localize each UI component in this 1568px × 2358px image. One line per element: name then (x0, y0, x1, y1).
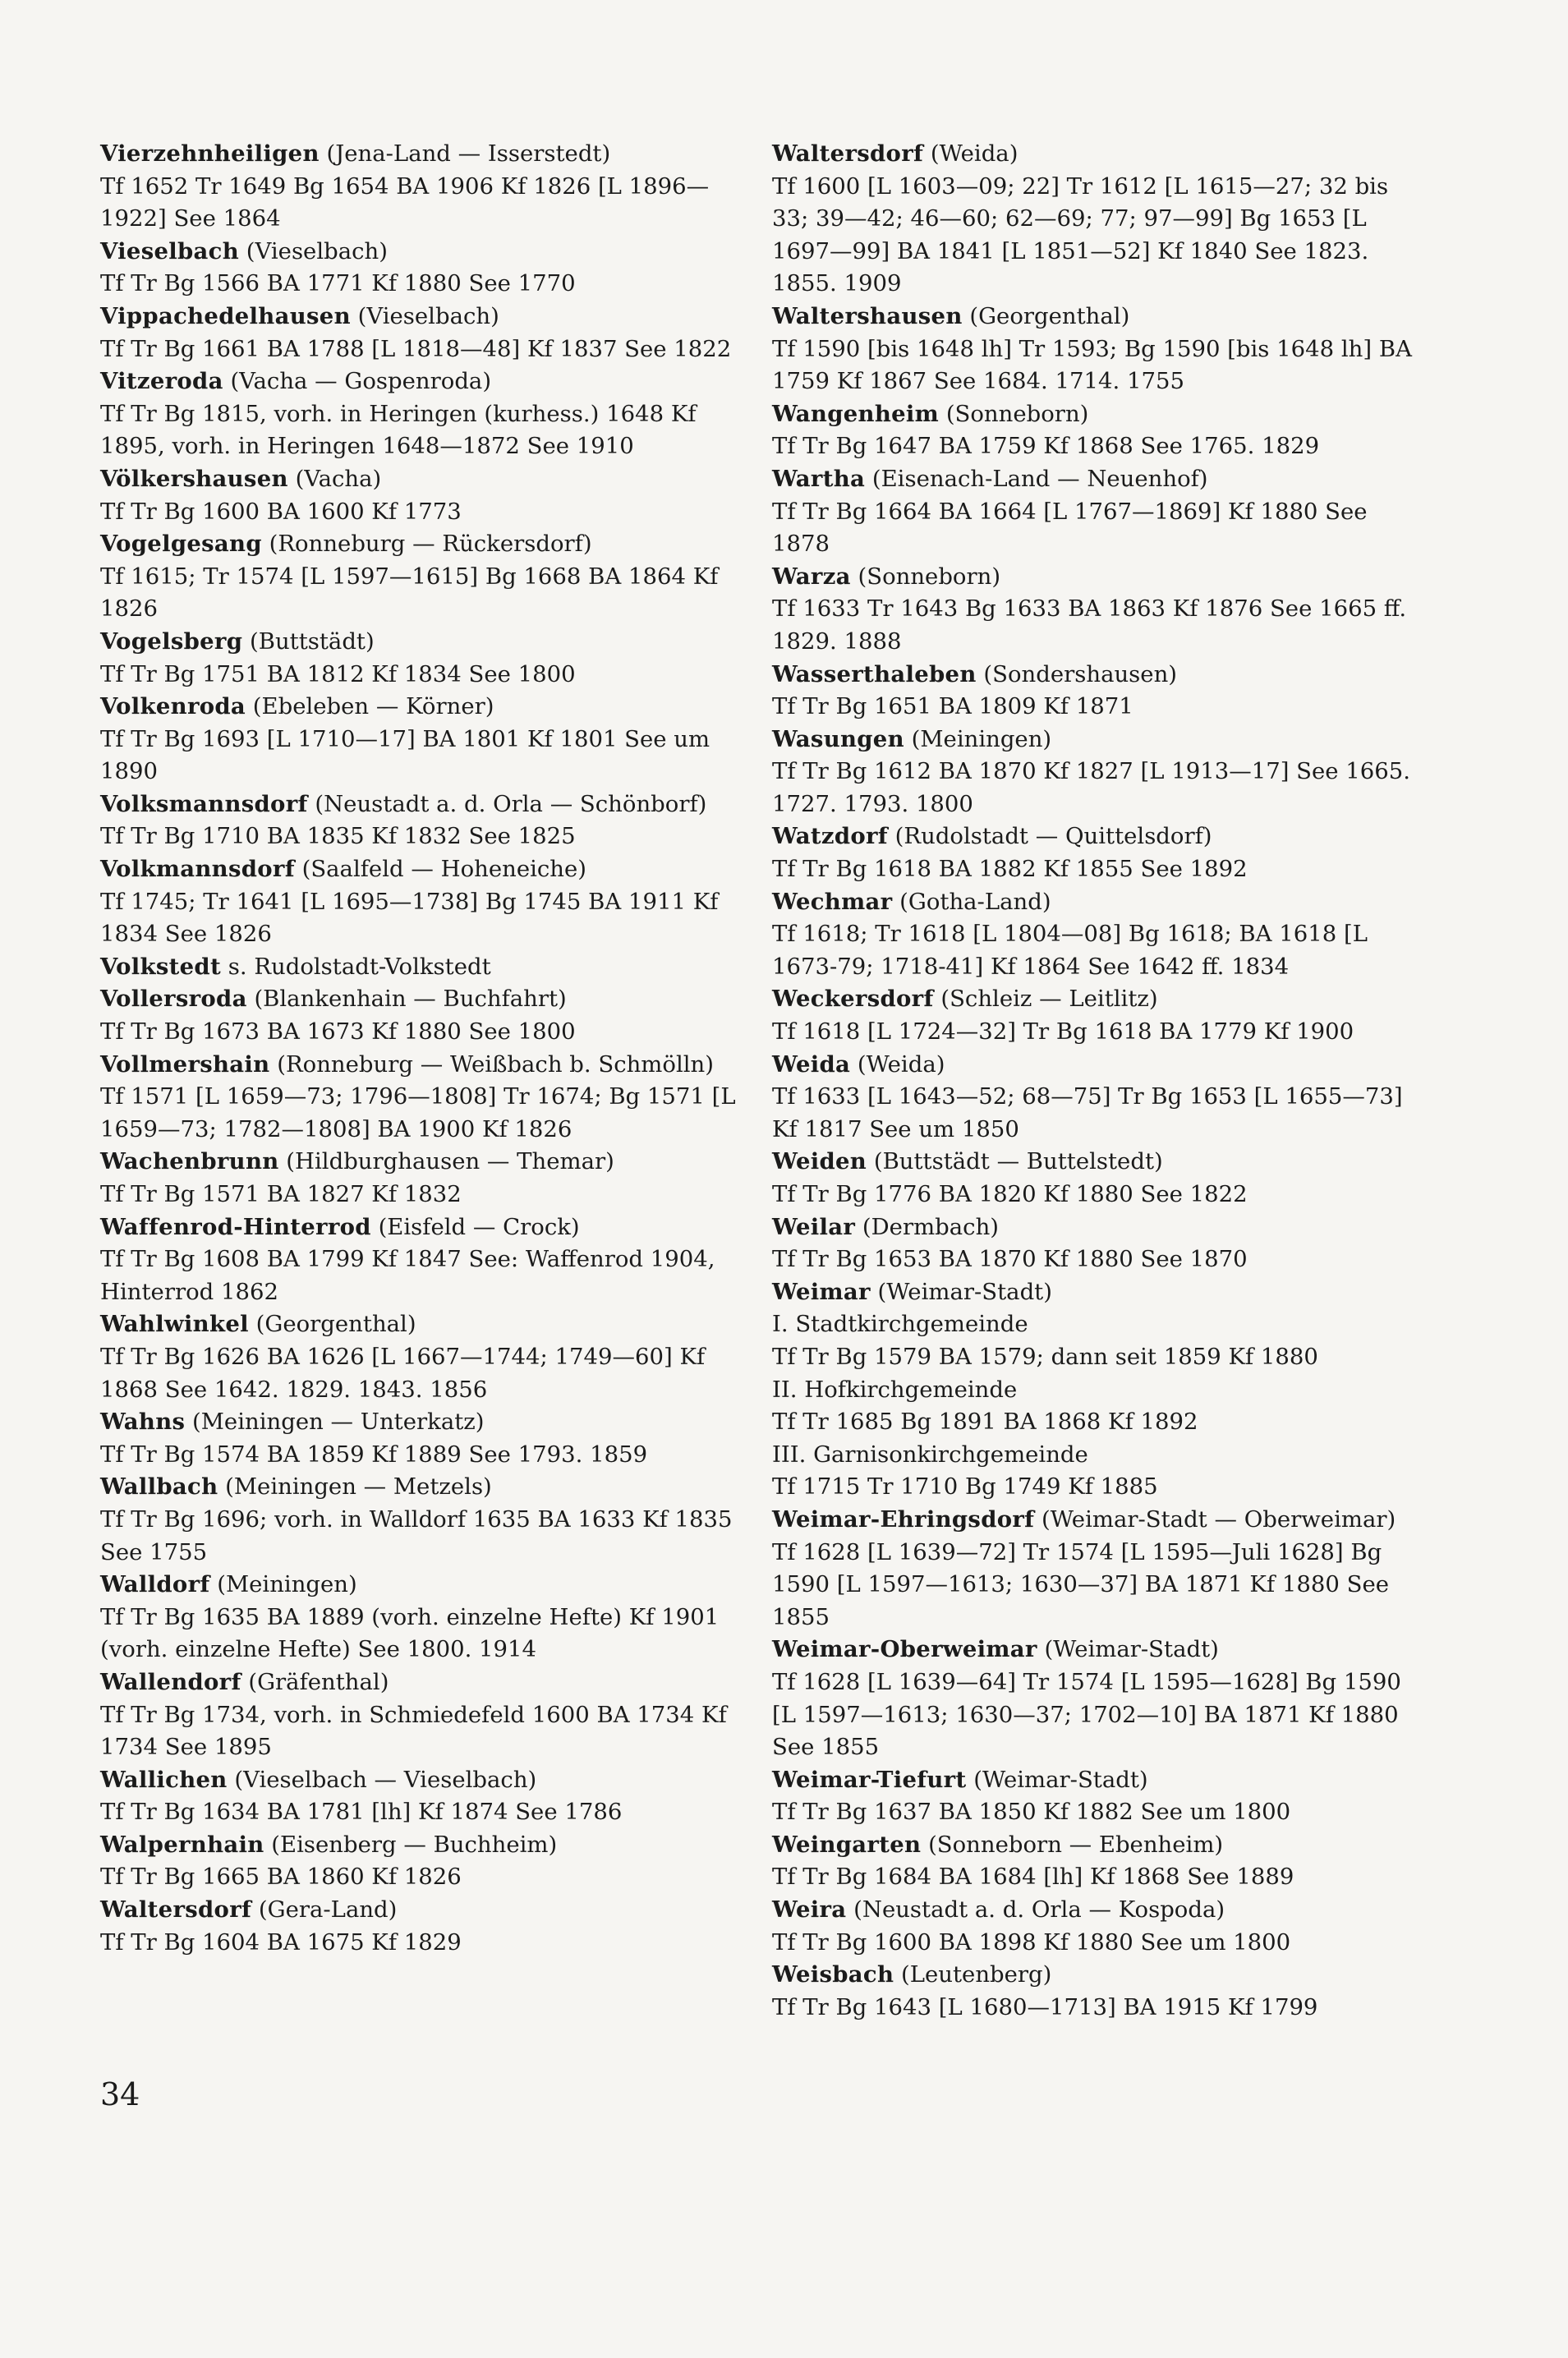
region: (Neustadt a. d. Orla — Kospoda) (853, 1896, 1225, 1924)
record-details: Tf 1652 Tr 1649 Bg 1654 BA 1906 Kf 1826 [L 1896—1922] See 1864 (100, 172, 710, 232)
entry-heading (100, 1829, 757, 1862)
entry-heading (772, 1764, 1429, 1797)
place-name: Wartha (772, 465, 866, 492)
entry-heading (772, 561, 1429, 594)
region: (Buttstädt) (250, 627, 375, 655)
region: (Schleiz — Leitlitz) (940, 986, 1158, 1013)
place-name: Walpernhain (100, 1831, 264, 1858)
entry (772, 1276, 1429, 1504)
entry (100, 1764, 757, 1829)
entry-heading (100, 626, 757, 659)
entry-heading (100, 1211, 757, 1244)
record-details: Tf 1618 [L 1724—32] Tr Bg 1618 BA 1779 Kf 1900 (772, 1018, 1354, 1046)
record-details: Tf 1571 [L 1659—73; 1796—1808] Tr 1674; Bg 1571 [L 1659—73; 1782—1808] BA 1900 Kf 1826 (100, 1083, 736, 1142)
region: (Ronneburg — Rückersdorf) (269, 531, 592, 558)
entry (100, 1829, 757, 1894)
place-name: Waffenrod-Hinterrod (100, 1213, 371, 1240)
entry (100, 528, 757, 626)
place-name: Wasserthaleben (772, 660, 977, 687)
entry-heading (772, 1276, 1429, 1309)
place-name: Vogelsberg (100, 627, 243, 655)
entry-heading (100, 788, 757, 821)
entry-heading (100, 1308, 757, 1341)
record-details: Tf 1590 [bis 1648 lh] Tr 1593; Bg 1590 [bis 1648 lh] BA 1759 Kf 1867 See 1684. 1714. 1755 (772, 335, 1412, 395)
entry-heading (100, 236, 757, 269)
region: (Ronneburg — Weißbach b. Schmölln) (277, 1050, 714, 1078)
place-name: Wachenbrunn (100, 1148, 279, 1175)
entry (100, 1308, 757, 1406)
region: (Sonneborn) (858, 563, 1001, 590)
place-name: Weiden (772, 1148, 867, 1175)
region: (Meiningen — Unterkatz) (192, 1409, 485, 1436)
entry-heading (772, 138, 1429, 171)
place-name: Weisbach (772, 1961, 894, 1988)
entry-heading (772, 724, 1429, 756)
entry (100, 1211, 757, 1309)
entry-heading (100, 983, 757, 1016)
region: (Sonneborn) (945, 400, 1089, 427)
entry (100, 1569, 757, 1666)
place-name: Weimar-Ehringsdorf (772, 1505, 1035, 1533)
entry-heading (100, 138, 757, 171)
entry (772, 1211, 1429, 1276)
entry (772, 1764, 1429, 1829)
record-details: Tf Tr Bg 1661 BA 1788 [L 1818—48] Kf 1837 See 1822 (100, 335, 732, 362)
entry-heading (100, 951, 757, 984)
record-details: Tf Tr Bg 1608 BA 1799 Kf 1847 See: Waffenrod 1904, Hinterrod 1862 (100, 1246, 715, 1305)
region: (Saalfeld — Hoheneiche) (301, 856, 587, 883)
region: (Ebeleben — Körner) (252, 693, 494, 720)
place-name: Wallendorf (100, 1668, 241, 1695)
region: (Sondershausen) (983, 660, 1178, 687)
entry (100, 365, 757, 463)
place-name: Vippachedelhausen (100, 302, 351, 329)
place-name: Weimar-Tiefurt (772, 1766, 967, 1793)
region: (Vacha — Gospenroda) (230, 368, 492, 395)
place-name: Vogelgesang (100, 531, 262, 558)
record-details: Tf Tr Bg 1815, vorh. in Heringen (kurhess.) 1648 Kf 1895, vorh. in Heringen 1648—1872 See 1910 (100, 400, 697, 460)
record-details: Tf Tr Bg 1653 BA 1870 Kf 1880 See 1870 (772, 1246, 1248, 1273)
entry (100, 138, 757, 236)
entry (772, 724, 1429, 821)
record-details: Tf Tr Bg 1574 BA 1859 Kf 1889 See 1793. 1859 (100, 1441, 648, 1468)
region: (Georgenthal) (969, 302, 1130, 329)
entry-heading (772, 1634, 1429, 1666)
entry-heading (100, 301, 757, 333)
record-details: Tf 1633 Tr 1643 Bg 1633 BA 1863 Kf 1876 See 1665 ff. 1829. 1888 (772, 595, 1407, 655)
record-details: Tf Tr Bg 1696; vorh. in Walldorf 1635 BA 1633 Kf 1835 See 1755 (100, 1505, 733, 1565)
region: (Gotha-Land) (899, 888, 1051, 915)
place-name: Wasungen (772, 725, 904, 752)
entry-heading (100, 1764, 757, 1797)
place-name: Volkenroda (100, 693, 246, 720)
entry (772, 398, 1429, 463)
entry-heading (772, 1894, 1429, 1927)
region: (Eisenberg — Buchheim) (271, 1831, 558, 1858)
region: (Vieselbach — Vieselbach) (234, 1766, 537, 1793)
entry (772, 1146, 1429, 1211)
region: (Weimar-Stadt) (973, 1766, 1148, 1793)
place-name: Weilar (772, 1213, 856, 1240)
place-name: Warza (772, 563, 851, 590)
place-name: Vitzeroda (100, 368, 223, 395)
entry-heading (100, 1049, 757, 1082)
record-details: Tf Tr Bg 1734, vorh. in Schmiedefeld 1600 BA 1734 Kf 1734 See 1895 (100, 1701, 727, 1761)
entry-heading (772, 1211, 1429, 1244)
entry (100, 1406, 757, 1471)
record-details: Tf 1628 [L 1639—64] Tr 1574 [L 1595—1628] Bg 1590 [L 1597—1613; 1630—37; 1702—10] BA 1871 Kf 1880 See 1855 (772, 1668, 1401, 1761)
region: (Weida) (857, 1050, 945, 1078)
entry-heading (772, 1146, 1429, 1179)
entry (100, 1666, 757, 1764)
entry (772, 1504, 1429, 1634)
entry-heading (100, 463, 757, 496)
entry-heading (772, 1049, 1429, 1082)
entry (100, 788, 757, 853)
place-name: Volksmannsdorf (100, 790, 308, 817)
place-name: Wallichen (100, 1766, 228, 1793)
record-details: Tf Tr Bg 1673 BA 1673 Kf 1880 See 1800 (100, 1018, 576, 1046)
place-name: Wahns (100, 1409, 186, 1436)
entry (772, 983, 1429, 1048)
entry-heading (100, 1569, 757, 1602)
region: (Georgenthal) (255, 1311, 416, 1338)
record-details: Tf 1615; Tr 1574 [L 1597—1615] Bg 1668 BA 1864 Kf 1826 (100, 563, 719, 623)
place-name: Vierzehnheiligen (100, 140, 320, 167)
entry-heading (100, 853, 757, 886)
record-details: Tf Tr Bg 1776 BA 1820 Kf 1880 See 1822 (772, 1181, 1248, 1207)
entry-heading (100, 528, 757, 561)
place-name: Völkershausen (100, 465, 288, 492)
entry-heading (772, 1829, 1429, 1862)
record-details: Tf Tr Bg 1600 BA 1600 Kf 1773 (100, 498, 462, 525)
region: (Vacha) (295, 465, 382, 492)
entry-heading (772, 983, 1429, 1016)
page-number: 34 (100, 2076, 140, 2112)
region: (Meiningen — Metzels) (225, 1473, 492, 1501)
record-details: Tf Tr Bg 1647 BA 1759 Kf 1868 See 1765. 1829 (772, 433, 1320, 460)
region: s. Rudolstadt-Volkstedt (228, 953, 491, 980)
record-details: Tf 1618; Tr 1618 [L 1804—08] Bg 1618; BA 1618 [L 1673-79; 1718-41] Kf 1864 See 1642 ff. 1834 (772, 921, 1368, 980)
region: (Eisfeld — Crock) (378, 1213, 580, 1240)
entry (772, 1894, 1429, 1959)
region: (Meiningen) (217, 1571, 357, 1598)
region: (Vieselbach) (357, 302, 499, 329)
place-name: Waltersdorf (772, 140, 924, 167)
left-column (100, 138, 757, 1959)
record-details: Tf Tr Bg 1643 [L 1680—1713] BA 1915 Kf 1799 (772, 1993, 1318, 2020)
entry (772, 1634, 1429, 1763)
record-details: Tf Tr Bg 1710 BA 1835 Kf 1832 See 1825 (100, 823, 576, 850)
region: (Hildburghausen — Themar) (286, 1148, 614, 1175)
region: (Blankenhain — Buchfahrt) (254, 986, 567, 1013)
place-name: Weimar-Oberweimar (772, 1636, 1037, 1663)
region: (Dermbach) (862, 1213, 1000, 1240)
record-details: Tf Tr Bg 1604 BA 1675 Kf 1829 (100, 1928, 462, 1956)
place-name: Wechmar (772, 888, 893, 915)
entry (772, 1829, 1429, 1894)
entry-heading (100, 1666, 757, 1699)
place-name: Weida (772, 1050, 851, 1078)
region: (Gera-Land) (258, 1896, 398, 1924)
record-details: Tf Tr Bg 1634 BA 1781 [lh] Kf 1874 See 1786 (100, 1799, 623, 1826)
record-details: Tf 1745; Tr 1641 [L 1695—1738] Bg 1745 BA 1911 Kf 1834 See 1826 (100, 888, 719, 948)
entry (100, 1146, 757, 1211)
entry-heading (772, 1959, 1429, 1992)
entry-heading (100, 365, 757, 398)
entry (100, 951, 757, 984)
record-details: Tf Tr Bg 1693 [L 1710—17] BA 1801 Kf 1801 See um 1890 (100, 725, 710, 785)
entry (772, 659, 1429, 724)
entry (100, 236, 757, 301)
entry (100, 301, 757, 365)
entry-heading (772, 820, 1429, 853)
place-name: Weimar (772, 1278, 871, 1305)
place-name: Wangenheim (772, 400, 940, 427)
region: (Weimar-Stadt) (877, 1278, 1052, 1305)
entry (772, 301, 1429, 398)
entry-heading (100, 1894, 757, 1927)
record-details: Tf Tr Bg 1626 BA 1626 [L 1667—1744; 1749—60] Kf 1868 See 1642. 1829. 1843. 1856 (100, 1343, 706, 1403)
region: (Weimar-Stadt) (1044, 1636, 1219, 1663)
entry (772, 886, 1429, 984)
region: (Meiningen) (911, 725, 1052, 752)
region: (Leutenberg) (901, 1961, 1052, 1988)
record-details: Tf Tr Bg 1571 BA 1827 Kf 1832 (100, 1181, 462, 1207)
place-name: Volkmannsdorf (100, 856, 295, 883)
record-details: Tf Tr Bg 1665 BA 1860 Kf 1826 (100, 1864, 462, 1891)
record-details: I. Stadtkirchgemeinde Tf Tr Bg 1579 BA 1579; dann seit 1859 Kf 1880 II. Hofkirchgemeinde Tf Tr 1685 Bg 1891 BA 1868 Kf 1892 III. Garnisonkirchgemeinde Tf 1715 Tr 1710 Bg 1749 Kf 1885 (772, 1311, 1318, 1501)
place-name: Waltershausen (772, 302, 963, 329)
record-details: Tf Tr Bg 1600 BA 1898 Kf 1880 See um 1800 (772, 1928, 1291, 1956)
record-details: Tf 1600 [L 1603—09; 22] Tr 1612 [L 1615—27; 32 bis 33; 39—42; 46—60; 62—69; 77; 97—99] Bg 1653 [L 1697—99] BA 1841 [L 1851—52] Kf 1840 See 1823. 1855. 1909 (772, 172, 1389, 297)
entry (100, 1049, 757, 1147)
place-name: Volkstedt (100, 953, 221, 980)
entry (772, 1959, 1429, 2024)
record-details: Tf Tr Bg 1684 BA 1684 [lh] Kf 1868 See 1889 (772, 1864, 1294, 1891)
place-name: Watzdorf (772, 823, 888, 850)
region: (Weida) (930, 140, 1019, 167)
entry (100, 1471, 757, 1569)
region: (Eisenach-Land — Neuenhof) (871, 465, 1208, 492)
record-details: Tf Tr Bg 1651 BA 1809 Kf 1871 (772, 693, 1133, 720)
region: (Vieselbach) (246, 237, 388, 264)
entry-heading (772, 301, 1429, 333)
entry (772, 138, 1429, 301)
record-details: Tf 1628 [L 1639—72] Tr 1574 [L 1595—Juli 1628] Bg 1590 [L 1597—1613; 1630—37] BA 1871 Kf 1880 See 1855 (772, 1538, 1389, 1630)
entry (772, 463, 1429, 561)
entry-heading (772, 398, 1429, 431)
entry (100, 691, 757, 788)
entry-heading (772, 1504, 1429, 1537)
region: (Neustadt a. d. Orla — Schönborf) (315, 790, 707, 817)
entry-heading (100, 691, 757, 724)
record-details: Tf 1633 [L 1643—52; 68—75] Tr Bg 1653 [L 1655—73] Kf 1817 See um 1850 (772, 1083, 1403, 1142)
region: (Sonneborn — Ebenheim) (928, 1831, 1224, 1858)
entry-heading (100, 1471, 757, 1504)
entry-heading (772, 659, 1429, 692)
right-column (772, 138, 1429, 2024)
entry (772, 820, 1429, 885)
record-details: Tf Tr Bg 1612 BA 1870 Kf 1827 [L 1913—17] See 1665. 1727. 1793. 1800 (772, 758, 1411, 817)
entry-heading (100, 1406, 757, 1439)
region: (Gräfenthal) (248, 1668, 389, 1695)
entry (100, 463, 757, 528)
place-name: Walldorf (100, 1571, 210, 1598)
record-details: Tf Tr Bg 1635 BA 1889 (vorh. einzelne Hefte) Kf 1901 (vorh. einzelne Hefte) See 1800. 1914 (100, 1603, 720, 1663)
place-name: Vollersroda (100, 986, 247, 1013)
entry (100, 626, 757, 691)
entry-heading (100, 1146, 757, 1179)
record-details: Tf Tr Bg 1618 BA 1882 Kf 1855 See 1892 (772, 856, 1248, 883)
entry (772, 561, 1429, 659)
region: (Jena-Land — Isserstedt) (326, 140, 611, 167)
place-name: Wahlwinkel (100, 1311, 249, 1338)
place-name: Weckersdorf (772, 986, 934, 1013)
place-name: Wallbach (100, 1473, 218, 1501)
region: (Weimar-Stadt — Oberweimar) (1042, 1505, 1396, 1533)
record-details: Tf Tr Bg 1637 BA 1850 Kf 1882 See um 1800 (772, 1799, 1291, 1826)
record-details: Tf Tr Bg 1664 BA 1664 [L 1767—1869] Kf 1880 See 1878 (772, 498, 1368, 558)
record-details: Tf Tr Bg 1566 BA 1771 Kf 1880 See 1770 (100, 270, 576, 297)
place-name: Vieselbach (100, 237, 240, 264)
region: (Buttstädt — Buttelstedt) (873, 1148, 1163, 1175)
entry (100, 853, 757, 951)
place-name: Weira (772, 1896, 847, 1924)
place-name: Vollmershain (100, 1050, 270, 1078)
region: (Rudolstadt — Quittelsdorf) (894, 823, 1212, 850)
entry (100, 1894, 757, 1959)
entry (772, 1049, 1429, 1147)
place-name: Weingarten (772, 1831, 922, 1858)
entry-heading (772, 886, 1429, 919)
entry-heading (772, 463, 1429, 496)
record-details: Tf Tr Bg 1751 BA 1812 Kf 1834 See 1800 (100, 660, 576, 687)
entry (100, 983, 757, 1048)
place-name: Waltersdorf (100, 1896, 252, 1924)
